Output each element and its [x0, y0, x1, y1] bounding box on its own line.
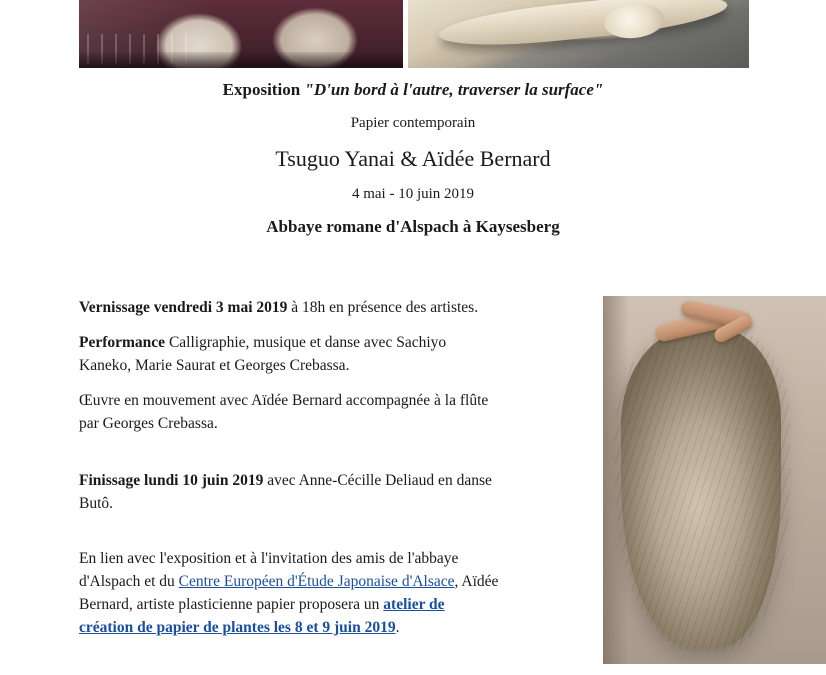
exposition-label: Exposition: [222, 80, 305, 99]
link-centre-europeen[interactable]: Centre Européen d'Étude Japonaise d'Alsace: [178, 573, 455, 590]
performance-paragraph: [79, 331, 499, 377]
finissage-label: Finissage lundi 10 juin 2019: [79, 472, 264, 489]
body-text-column: [79, 296, 499, 639]
wall-texture-detail: [87, 34, 187, 64]
finissage-text: avec Anne-Cécille Deliaud en danse Butô.: [79, 472, 492, 512]
banner-image-row: [79, 0, 749, 68]
fiber-texture: [615, 326, 790, 651]
arms-group: [655, 302, 767, 354]
paper-fiber-garment-sculpture-photo: [603, 296, 826, 664]
exposition-title: "D'un bord à l'autre, traverser la surface": [304, 80, 604, 99]
closing-text-part3: .: [395, 619, 400, 636]
body-area: [79, 296, 753, 651]
oeuvre-paragraph: Œuvre en mouvement avec Aïdée Bernard accompagnée à la flûte par Georges Crebassa.: [79, 392, 489, 432]
exhibition-dates: 4 mai - 10 juin 2019: [351, 186, 475, 202]
vernissage-paragraph: [79, 296, 499, 319]
closing-text-part2: , Aïdée Bernard, artiste plasticienne papier proposera un: [79, 573, 499, 613]
artists-names: Tsuguo Yanai & Aïdée Bernard: [275, 146, 551, 171]
heading-block: [0, 78, 826, 239]
paragraph-spacer-2: [79, 527, 499, 547]
paragraph-spacer: [79, 447, 499, 469]
vernissage-text: à 18h en présence des artistes.: [287, 299, 479, 316]
finissage-paragraph: [79, 469, 499, 515]
performance-text: Calligraphie, musique et danse avec Sachiyo Kaneko, Marie Saurat et Georges Crebassa.: [79, 334, 447, 374]
venue-name: Abbaye romane d'Alspach à Kaysesberg: [266, 217, 560, 236]
performance-label: Performance: [79, 334, 166, 351]
closing-text-part1: En lien avec l'exposition et à l'invitation des amis de l'abbaye d'Alspach et du: [79, 550, 459, 590]
link-atelier-papier[interactable]: atelier de création de papier de plantes les 8 et 9 juin 2019: [79, 596, 445, 636]
exposition-subtitle: Papier contemporain: [350, 115, 476, 131]
banner-photo-left: [79, 0, 403, 68]
paper-rolls-dark-room-photo: [79, 0, 403, 68]
vernissage-label: Vernissage vendredi 3 mai 2019: [79, 299, 288, 316]
rolled-paper-on-concrete-photo: [408, 0, 749, 68]
banner-photo-right: [408, 0, 749, 68]
closing-paragraph: [79, 547, 499, 639]
exposition-heading: [0, 78, 826, 102]
